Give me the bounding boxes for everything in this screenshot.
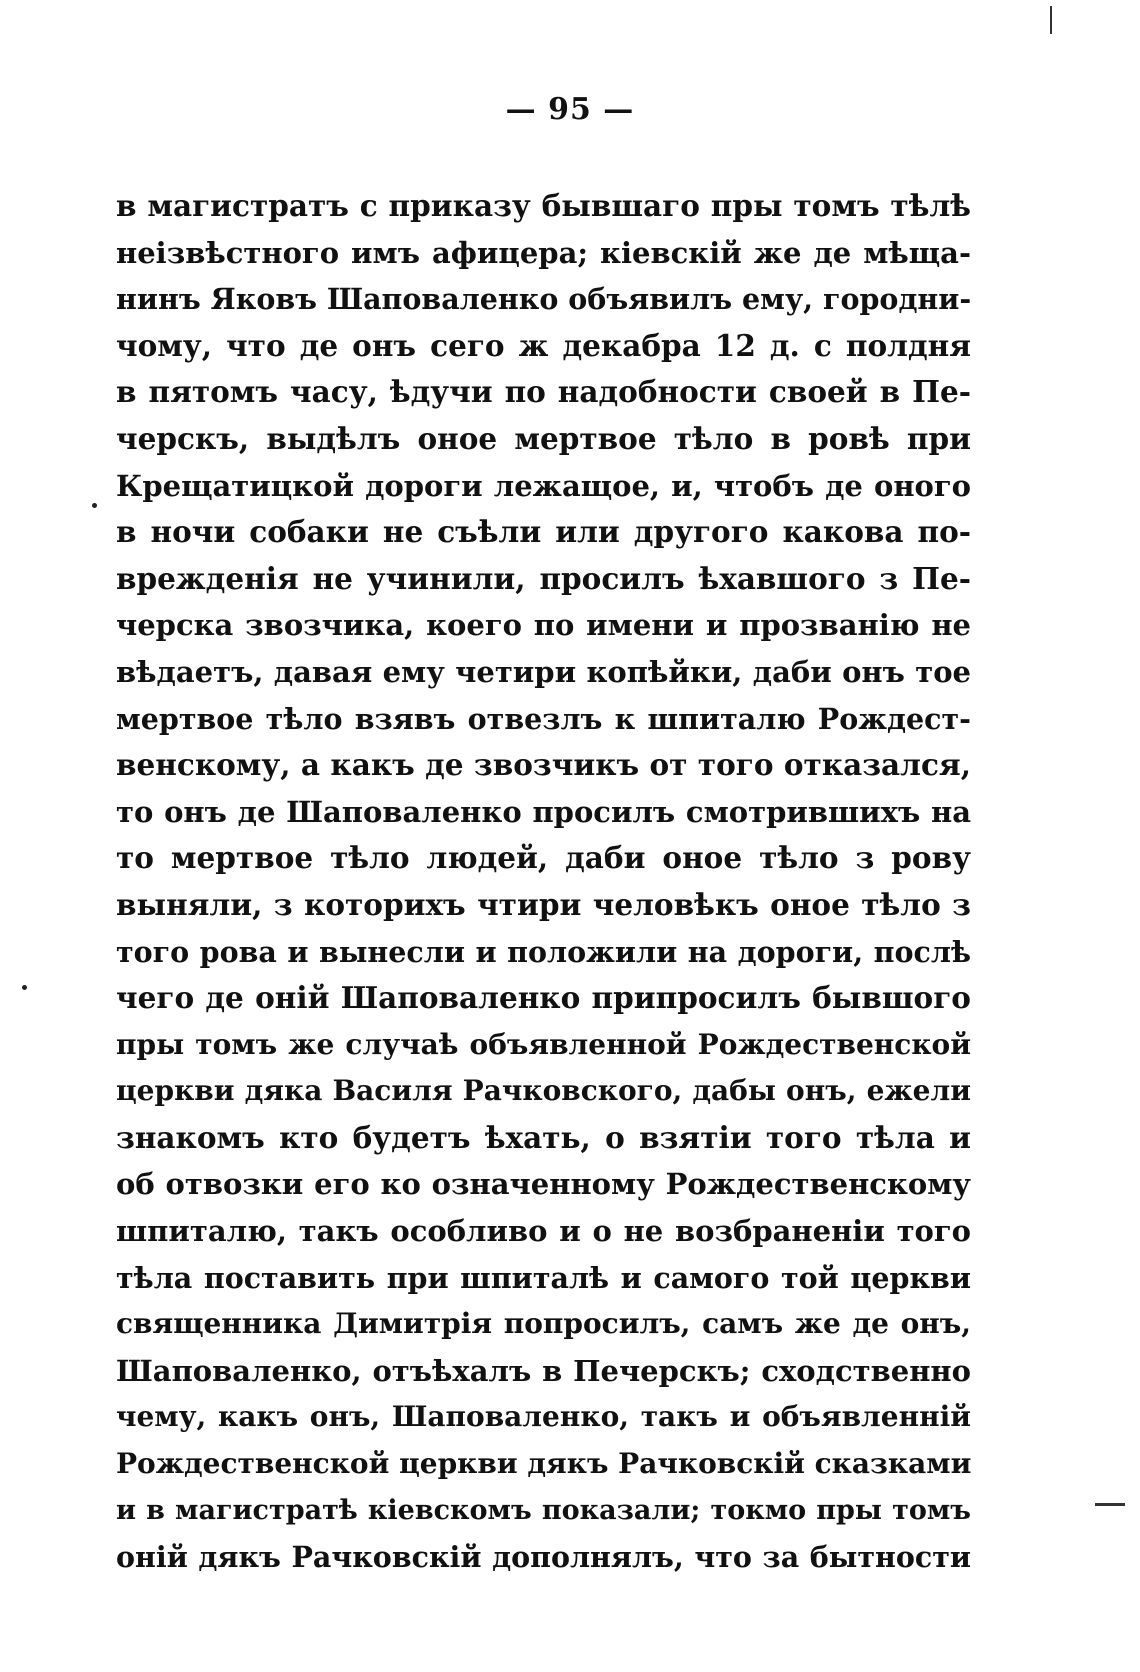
text-line: и в магистратѣ кіевскомъ показали; токмо пры томъ bbox=[116, 1494, 971, 1526]
text-line: оній дякъ Рачковскій дополнялъ, что за бытности bbox=[116, 1540, 971, 1575]
text-line: то мертвое тѣло людей, даби оное тѣло з рову bbox=[116, 840, 971, 876]
text-line: венскому, а какъ де звозчикъ от того отказался, bbox=[116, 747, 971, 783]
margin-mark bbox=[92, 503, 97, 508]
text-line: нинъ Яковъ Шаповаленко объявилъ ему, городни- bbox=[116, 282, 971, 317]
text-line: мертвое тѣло взявъ отвезлъ к шпиталю Рождест- bbox=[116, 701, 971, 736]
text-line: в ночи собаки не съѣли или другого какова по- bbox=[116, 514, 971, 550]
text-line: чему, какъ онъ, Шаповаленко, такъ и объявленній bbox=[116, 1400, 971, 1434]
text-line: того рова и вынесли и положили на дороги, послѣ bbox=[116, 934, 971, 969]
text-line: чего де оній Шаповаленко припросилъ бывшого bbox=[116, 980, 971, 1016]
body-text bbox=[116, 183, 971, 1581]
text-line: Крещатицкой дороги лежащое, и, чтобъ де оного bbox=[116, 468, 971, 503]
edge-rule bbox=[1095, 1503, 1125, 1506]
text-line: священника Димитрія попросилъ, самъ же де онъ, bbox=[116, 1307, 971, 1341]
text-line: выняли, з которихъ чтири человѣкъ оное тѣло з bbox=[116, 886, 971, 922]
text-line: Шаповаленко, отъѣхалъ в Печерскъ; сходственно bbox=[116, 1353, 971, 1388]
edge-rule bbox=[1050, 6, 1052, 34]
text-line: шпиталю, такъ особливо и о не возбраненіи того bbox=[116, 1214, 971, 1249]
text-line: знакомъ кто будетъ ѣхать, о взятіи того тѣла и bbox=[116, 1119, 971, 1155]
text-line: черскъ, выдѣлъ оное мертвое тѣло в ровѣ при bbox=[116, 420, 971, 456]
text-line: вѣдаетъ, давая ему четири копѣйки, даби онъ тое bbox=[116, 654, 971, 689]
text-line: об отвозки его ко означенному Рождественскому bbox=[116, 1167, 971, 1202]
margin-mark bbox=[22, 985, 27, 990]
text-line: неізвѣстного имъ афицера; кіевскій же де мѣща- bbox=[116, 235, 971, 270]
text-line: Рождественской церкви дякъ Рачковскій сказками bbox=[116, 1447, 971, 1481]
text-line: чому, что де онъ сего ж декабра 12 д. с полдня bbox=[116, 327, 971, 363]
text-line: пры томъ же случаѣ объявленной Рождественской bbox=[116, 1027, 971, 1061]
text-line: врежденія не учинили, просилъ ѣхавшого з Пе- bbox=[116, 560, 971, 596]
text-line: тѣла поставить при шпиталѣ и самого той церкви bbox=[116, 1260, 971, 1295]
text-line: черска звозчика, коего по имени и прозванію не bbox=[116, 608, 971, 643]
text-line: в пятомъ часу, ѣдучи по надобности своей в Пе- bbox=[116, 374, 971, 410]
text-line: в магистратъ с приказу бывшаго пры томъ тѣлѣ bbox=[116, 188, 971, 223]
text-line: то онъ де Шаповаленко просилъ смотрившихъ на bbox=[116, 794, 971, 829]
page-number: — 95 — bbox=[505, 92, 635, 127]
text-line: церкви дяка Василя Рачковского, дабы онъ, ежели bbox=[116, 1074, 971, 1108]
